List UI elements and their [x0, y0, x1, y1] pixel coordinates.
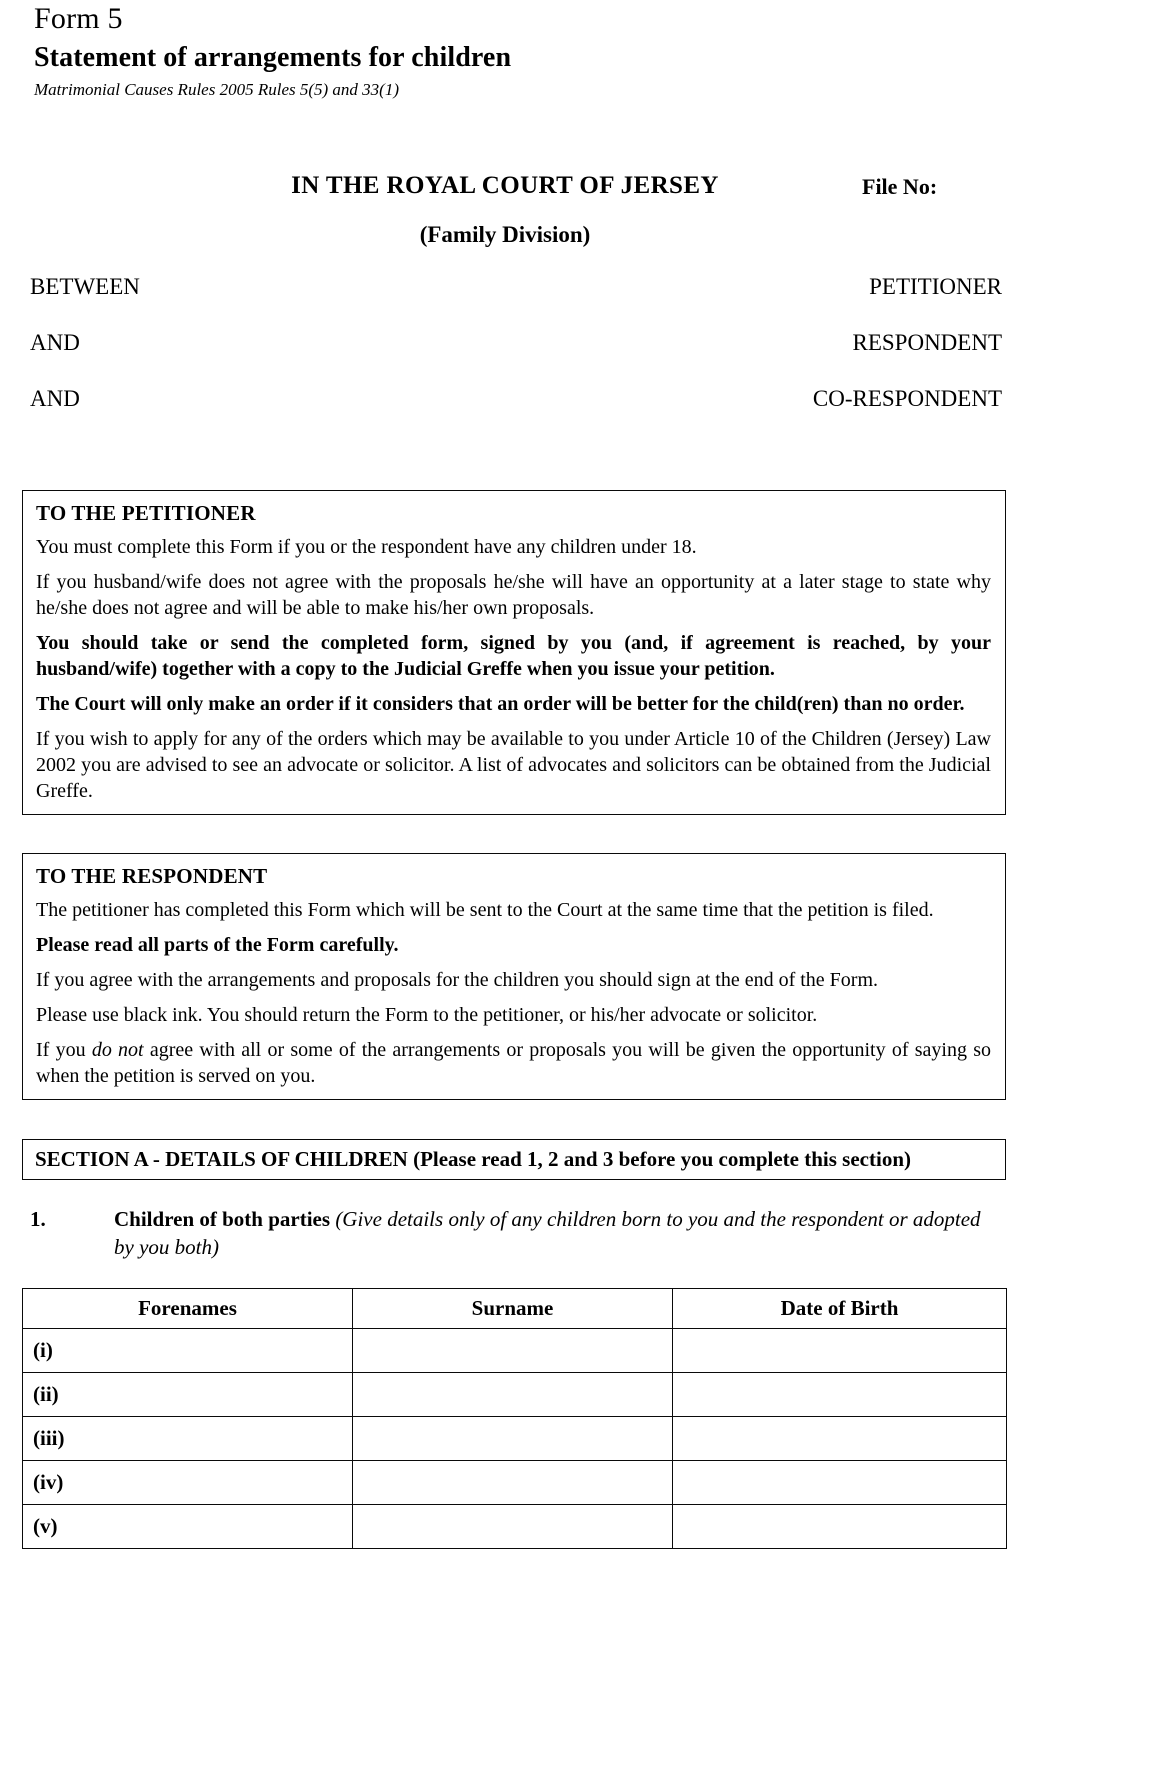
row-label: (i): [23, 1329, 353, 1373]
cell-surname[interactable]: [353, 1505, 673, 1549]
party-connector: AND: [30, 386, 80, 411]
cell-date-of-birth[interactable]: [673, 1329, 1007, 1373]
item-1-lead: Children of both parties: [114, 1207, 331, 1231]
party-role: PETITIONER: [869, 274, 1002, 299]
respondent-paragraph-emphasised: If you do not agree with all or some of the arrangements or proposals you will be given the opportunity of saying so when the petition is served on you.: [36, 1039, 991, 1087]
item-1: [30, 1206, 1005, 1261]
form-subtitle: Matrimonial Causes Rules 2005 Rules 5(5) and 33(1): [34, 80, 399, 99]
cell-surname[interactable]: [353, 1373, 673, 1417]
respondent-paragraph: The petitioner has completed this Form which will be sent to the Court at the same time that the petition is filed.: [36, 899, 934, 921]
party-connector: AND: [30, 330, 80, 355]
party-role: RESPONDENT: [852, 330, 1002, 355]
respondent-notice-heading: TO THE RESPONDENT: [36, 864, 268, 888]
table-row: [23, 1329, 1007, 1373]
court-heading: [0, 172, 1168, 202]
row-label: (iv): [23, 1461, 353, 1505]
court-division: (Family Division): [419, 222, 591, 247]
petitioner-notice-box: [22, 490, 1006, 815]
petitioner-paragraph: If you husband/wife does not agree with the proposals he/she will have an opportunity at a later stage to state why he/she does not agree and will be able to make his/her own proposals.: [36, 571, 991, 619]
petitioner-notice-heading: TO THE PETITIONER: [36, 501, 256, 525]
respondent-paragraph: Please use black ink. You should return the Form to the petitioner, or his/her advocate or solicitor.: [36, 1004, 818, 1026]
row-label: (ii): [23, 1373, 353, 1417]
respondent-paragraph: Please read all parts of the Form carefully.: [36, 934, 399, 956]
cell-surname[interactable]: [353, 1329, 673, 1373]
cell-date-of-birth[interactable]: [673, 1417, 1007, 1461]
item-1-body: [114, 1206, 1005, 1261]
cell-surname[interactable]: [353, 1417, 673, 1461]
item-1-number: 1.: [30, 1207, 46, 1231]
petitioner-paragraph: You must complete this Form if you or the respondent have any children under 18.: [36, 536, 697, 558]
cell-date-of-birth[interactable]: [673, 1461, 1007, 1505]
table-row: [23, 1505, 1007, 1549]
item-1-note: (Give details only of any children born to you and the respondent or adopted by you both): [114, 1207, 981, 1259]
cell-date-of-birth[interactable]: [673, 1373, 1007, 1417]
respondent-paragraph: If you agree with the arrangements and proposals for the children you should sign at the end of the Form.: [36, 969, 879, 991]
column-header-surname: Surname: [353, 1289, 673, 1329]
table-row: [23, 1417, 1007, 1461]
row-label: (iii): [23, 1417, 353, 1461]
table-header-row: [23, 1289, 1007, 1329]
cell-surname[interactable]: [353, 1461, 673, 1505]
respondent-notice-box: [22, 853, 1006, 1100]
form-number: Form 5: [34, 2, 123, 35]
party-row: [30, 274, 1002, 302]
children-table: [22, 1288, 1007, 1549]
row-label: (v): [23, 1505, 353, 1549]
table-row: [23, 1373, 1007, 1417]
party-connector: BETWEEN: [30, 274, 140, 299]
section-a-header: SECTION A - DETAILS OF CHILDREN (Please read 1, 2 and 3 before you complete this section): [22, 1139, 1006, 1180]
page-title: Statement of arrangements for children: [34, 42, 512, 73]
column-header-forenames: Forenames: [23, 1289, 353, 1329]
party-role: CO-RESPONDENT: [812, 386, 1002, 411]
party-row: [30, 330, 1002, 358]
table-row: [23, 1461, 1007, 1505]
petitioner-paragraph: If you wish to apply for any of the orders which may be available to you under Article 10 of the Children (Jersey) Law 2002 you are advised to see an advocate or solicitor. A list of advocates and solicitors can be obtained from the Judicial Greffe.: [36, 728, 991, 802]
petitioner-paragraph: You should take or send the completed form, signed by you (and, if agreement is reached, by your husband/wife) together with a copy to the Judicial Greffe when you issue your petition.: [36, 632, 991, 680]
court-name: IN THE ROYAL COURT OF JERSEY: [291, 172, 719, 199]
cell-date-of-birth[interactable]: [673, 1505, 1007, 1549]
petitioner-paragraph: The Court will only make an order if it considers that an order will be better for the child(ren) than no order.: [36, 693, 965, 715]
column-header-date-of-birth: Date of Birth: [673, 1289, 1007, 1329]
file-no-label: File No:: [862, 174, 938, 199]
party-row: [30, 386, 1002, 414]
